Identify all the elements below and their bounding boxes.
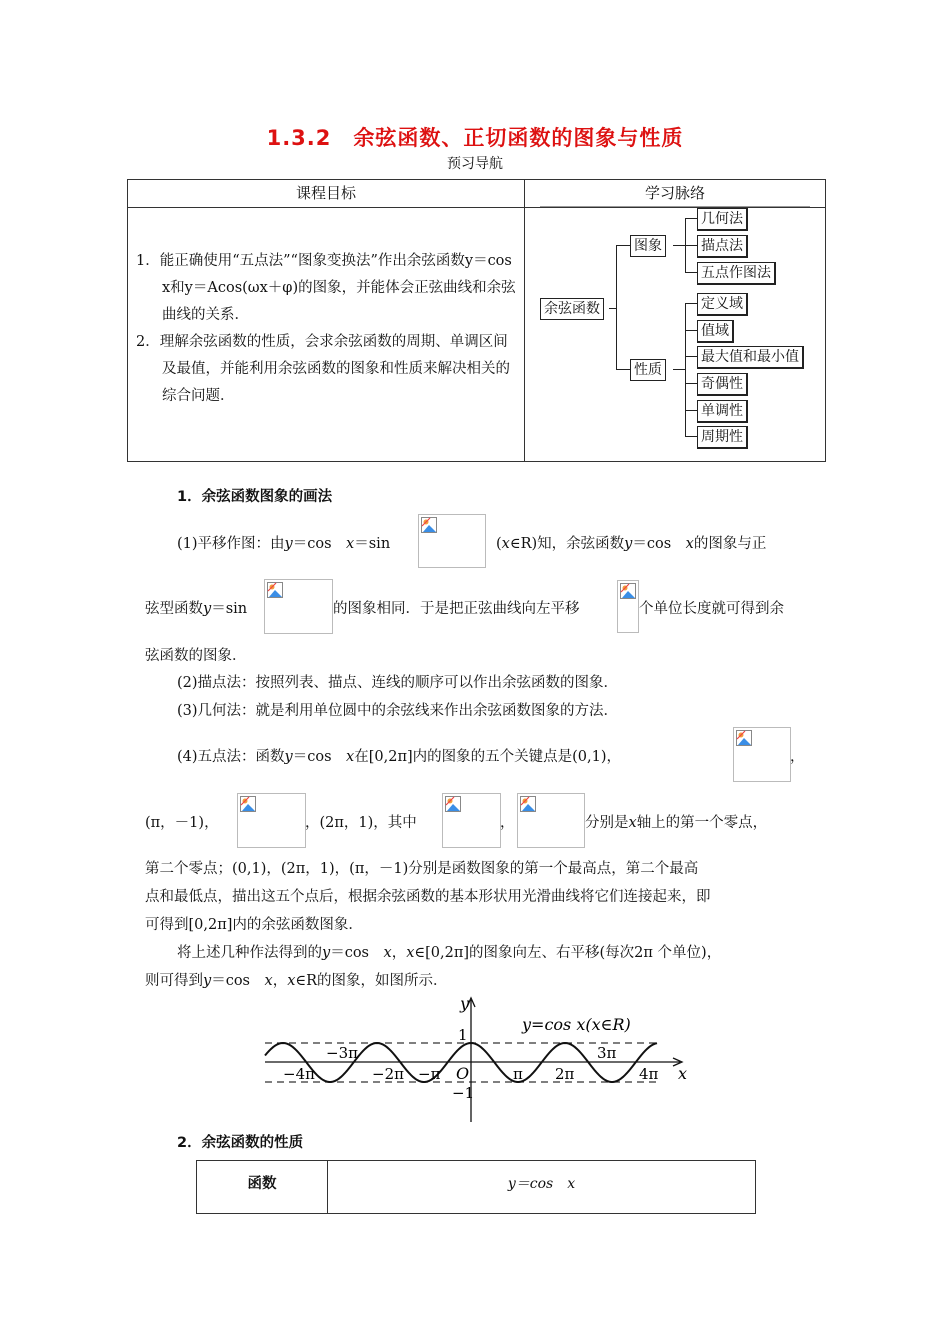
paragraph: (2)描点法：按照列表、描点、连线的顺序可以作出余弦函数的图象． <box>177 675 619 691</box>
tree-leaf: 描点法 <box>697 235 748 258</box>
text: ∈R的图象，如图所示． <box>295 973 448 989</box>
x-tick-label: 2π <box>555 1065 575 1083</box>
properties-table <box>196 1160 756 1214</box>
header-learning-path: 学习脉络 <box>644 184 705 202</box>
text: ＝cos <box>632 536 686 552</box>
text: ＝cos <box>211 973 265 989</box>
section-heading: 1．余弦函数图象的画法 <box>177 489 333 505</box>
connector <box>685 245 697 246</box>
tree-top-rule <box>540 206 810 207</box>
text: x <box>287 973 296 989</box>
text: 的图象相同．于是把正弦曲线向左平移 <box>333 601 580 617</box>
paragraph <box>177 532 390 553</box>
text: 轴上的第一个零点， <box>636 815 768 831</box>
text: y <box>203 601 212 617</box>
tree-leaf: 定义域 <box>697 293 748 316</box>
text: ＝cos <box>292 536 347 552</box>
tree-branch-property: 性质 <box>630 359 666 381</box>
paragraph: 第二个零点；(0,1)，(2π，1)，(π，－1)分别是函数图象的第一个最高点，第二个最高 <box>145 861 699 877</box>
broken-image-icon <box>733 727 791 782</box>
paragraph: 点和最低点，描出这五个点后，根据余弦函数的基本形状用光滑曲线将它们连接起来，即 <box>145 889 711 905</box>
paragraph <box>145 597 247 618</box>
connector <box>609 308 616 309</box>
text: y <box>624 536 633 552</box>
tree-leaf: 最大值和最小值 <box>697 346 804 369</box>
text: 的图象与正 <box>693 536 767 552</box>
text: x <box>685 536 694 552</box>
text: 则可得到 <box>145 973 203 989</box>
paragraph: 可得到[0,2π]内的余弦函数图象． <box>145 917 363 933</box>
paragraph <box>177 941 721 962</box>
y-tick-neg-one: −1 <box>452 1084 475 1102</box>
graph-title: y=cos x(x∈R) <box>522 1015 631 1034</box>
text: ， <box>272 973 288 989</box>
text: ， <box>500 815 515 831</box>
goal-item: 2．理解余弦函数的性质，会求余弦函数的周期、单调区间及最值，并能利用余弦函数的图象和性质来解决相关的综合问题． <box>136 334 510 404</box>
x-tick-label: −4π <box>283 1065 315 1083</box>
page-title: 1.3.2 余弦函数、正切函数的图象与性质 <box>266 126 684 150</box>
tree-leaf: 五点作图法 <box>697 262 776 285</box>
table-cell-function: 函数 <box>247 1176 277 1192</box>
text: ，(2π，1)，其中 <box>305 815 417 831</box>
y-tick-one: 1 <box>458 1026 468 1044</box>
text: y <box>322 945 331 961</box>
text: (1)平移作图：由 <box>177 536 285 552</box>
broken-image-icon <box>617 580 639 633</box>
text: ＝cos <box>292 749 347 765</box>
x-tick-label: 4π <box>639 1065 659 1083</box>
tree-leaf: 单调性 <box>697 400 748 423</box>
header-course-goal: 课程目标 <box>295 184 356 202</box>
broken-image-icon <box>442 793 501 848</box>
text: ＝sin <box>354 536 391 552</box>
tree-branch-image: 图象 <box>630 235 666 257</box>
connector <box>616 245 617 370</box>
broken-image-icon <box>418 514 486 568</box>
tree-leaf: 值域 <box>697 320 734 343</box>
text: 将上述几种作法得到的 <box>177 945 322 961</box>
x-tick-label: −π <box>418 1065 441 1083</box>
broken-image-icon <box>264 579 333 634</box>
text: 个单位长度就可得到余 <box>639 601 784 617</box>
text: 分别是 <box>585 815 629 831</box>
text: x <box>406 945 415 961</box>
tree-leaf: 几何法 <box>697 208 748 231</box>
table-divider <box>524 180 525 461</box>
text: ， <box>790 749 805 765</box>
text: ( <box>496 536 502 552</box>
text: x <box>264 973 273 989</box>
tree-root: 余弦函数 <box>540 298 604 320</box>
text: ∈[0,2π]的图象向左、右平移(每次2π 个单位)， <box>414 945 722 961</box>
broken-image-icon <box>237 793 306 848</box>
text: y <box>203 973 212 989</box>
section-heading: 2．余弦函数的性质 <box>177 1135 304 1151</box>
text: x <box>628 815 637 831</box>
connector <box>685 303 697 304</box>
page-subtitle: 预习导航 <box>447 156 503 172</box>
text: y <box>284 749 293 765</box>
connector <box>616 245 630 246</box>
text: x <box>383 945 392 961</box>
tree-leaf: 周期性 <box>697 426 748 449</box>
paragraph <box>585 811 767 832</box>
connector <box>685 272 697 273</box>
connector <box>673 245 685 246</box>
y-axis-label: y <box>460 994 470 1013</box>
connector <box>685 218 697 219</box>
tree-leaf: 奇偶性 <box>697 373 748 396</box>
connector <box>685 436 697 437</box>
text: y <box>284 536 293 552</box>
text: x <box>346 536 355 552</box>
text: (4)五点法：函数 <box>177 749 285 765</box>
x-axis-label: x <box>678 1064 688 1083</box>
x-tick-label: π <box>513 1065 523 1083</box>
paragraph <box>177 745 621 766</box>
text: (π，－1)， <box>145 815 219 831</box>
goal-item: 1．能正确使用“五点法”“图象变换法”作出余弦函数y＝cos x和y＝Acos(ωx＋φ)的图象，并能体会正弦曲线和余弦曲线的关系． <box>136 253 516 323</box>
paragraph <box>496 532 766 553</box>
course-goals <box>136 248 521 410</box>
connector <box>685 356 697 357</box>
connector <box>685 410 697 411</box>
paragraph <box>145 969 448 990</box>
text: 弦型函数 <box>145 601 203 617</box>
connector <box>616 369 630 370</box>
connector <box>673 369 685 370</box>
text: ， <box>391 945 407 961</box>
x-tick-label: −3π <box>326 1044 358 1062</box>
text: x <box>346 749 355 765</box>
paragraph: 弦函数的图象． <box>145 648 247 664</box>
origin-label: O <box>456 1064 470 1083</box>
text: ∈R)知，余弦函数 <box>509 536 625 552</box>
connector <box>685 303 686 437</box>
paragraph: (3)几何法：就是利用单位圆中的余弦线来作出余弦函数图象的方法． <box>177 703 619 719</box>
connector <box>685 330 697 331</box>
text: ＝sin <box>211 601 248 617</box>
connector <box>685 383 697 384</box>
x-tick-label: 3π <box>597 1044 617 1062</box>
broken-image-icon <box>517 793 585 848</box>
text: 在[0,2π]内的图象的五个关键点是(0,1)， <box>354 749 622 765</box>
cosine-graph <box>260 992 700 1127</box>
table-cell-formula: y＝cos x <box>507 1176 576 1192</box>
text: ＝cos <box>330 945 384 961</box>
preview-table <box>127 179 826 462</box>
x-tick-label: −2π <box>372 1065 404 1083</box>
text: x <box>501 536 510 552</box>
